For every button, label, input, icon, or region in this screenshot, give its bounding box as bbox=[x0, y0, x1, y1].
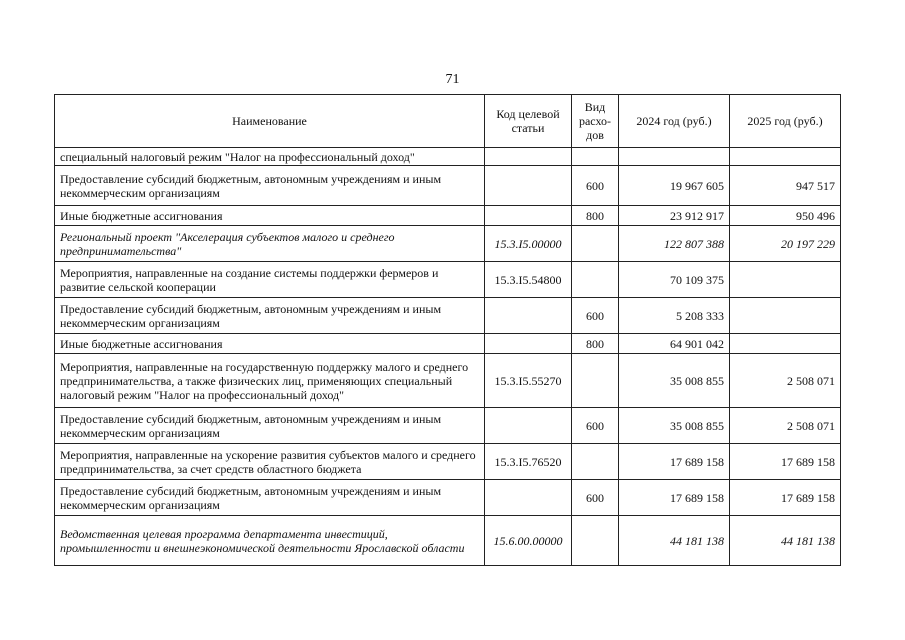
table-row bbox=[55, 148, 841, 166]
row-amount-2024: 122 807 388 bbox=[619, 226, 730, 262]
row-amount-2024: 17 689 158 bbox=[619, 480, 730, 516]
table-row bbox=[55, 480, 841, 516]
table-header-row bbox=[55, 95, 841, 148]
row-amount-2025: 20 197 229 bbox=[730, 226, 841, 262]
row-expense-type bbox=[572, 444, 619, 480]
page-number: 71 bbox=[445, 72, 460, 87]
row-expense-type: 600 bbox=[572, 298, 619, 334]
row-code bbox=[485, 408, 572, 444]
row-expense-type: 800 bbox=[572, 206, 619, 226]
row-amount-2024: 64 901 042 bbox=[619, 334, 730, 354]
row-amount-2024 bbox=[619, 148, 730, 166]
row-code: 15.3.I5.55270 bbox=[485, 354, 572, 408]
header-name: Наименование bbox=[55, 95, 485, 148]
row-name: Иные бюджетные ассигнования bbox=[55, 334, 485, 354]
row-name: Мероприятия, направленные на государственную поддержку малого и среднего предпринимательства, а также физических лиц, применяющих специальный налоговый режим "Налог на профессиональный доход" bbox=[55, 354, 485, 408]
row-code: 15.3.I5.54800 bbox=[485, 262, 572, 298]
row-amount-2025 bbox=[730, 262, 841, 298]
table-row bbox=[55, 206, 841, 226]
budget-table bbox=[54, 94, 841, 566]
header-type: Вид расхо-дов bbox=[572, 95, 619, 148]
row-amount-2025: 950 496 bbox=[730, 206, 841, 226]
row-code: 15.6.00.00000 bbox=[485, 516, 572, 566]
row-amount-2024: 17 689 158 bbox=[619, 444, 730, 480]
row-amount-2024: 23 912 917 bbox=[619, 206, 730, 226]
row-name: Предоставление субсидий бюджетным, автономным учреждениям и иным некоммерческим организациям bbox=[55, 480, 485, 516]
row-amount-2025: 2 508 071 bbox=[730, 408, 841, 444]
row-expense-type bbox=[572, 262, 619, 298]
row-name: Региональный проект "Акселерация субъектов малого и среднего предпринимательства" bbox=[55, 226, 485, 262]
row-code bbox=[485, 298, 572, 334]
row-expense-type bbox=[572, 148, 619, 166]
table-row bbox=[55, 444, 841, 480]
header-2025: 2025 год (руб.) bbox=[730, 95, 841, 148]
row-amount-2025: 947 517 bbox=[730, 166, 841, 206]
header-2024: 2024 год (руб.) bbox=[619, 95, 730, 148]
row-name: Мероприятия, направленные на ускорение развития субъектов малого и среднего предпринимательства, за счет средств областного бюджета bbox=[55, 444, 485, 480]
row-expense-type: 800 bbox=[572, 334, 619, 354]
row-code: 15.3.I5.76520 bbox=[485, 444, 572, 480]
row-expense-type: 600 bbox=[572, 166, 619, 206]
table-row bbox=[55, 334, 841, 354]
row-amount-2024: 44 181 138 bbox=[619, 516, 730, 566]
row-code bbox=[485, 480, 572, 516]
table-row bbox=[55, 298, 841, 334]
row-code bbox=[485, 206, 572, 226]
row-amount-2024: 70 109 375 bbox=[619, 262, 730, 298]
row-name: Мероприятия, направленные на создание системы поддержки фермеров и развитие сельской кооперации bbox=[55, 262, 485, 298]
row-amount-2024: 19 967 605 bbox=[619, 166, 730, 206]
row-name: Иные бюджетные ассигнования bbox=[55, 206, 485, 226]
row-name: Предоставление субсидий бюджетным, автономным учреждениям и иным некоммерческим организациям bbox=[55, 166, 485, 206]
row-code bbox=[485, 334, 572, 354]
row-name: Предоставление субсидий бюджетным, автономным учреждениям и иным некоммерческим организациям bbox=[55, 298, 485, 334]
row-amount-2025: 17 689 158 bbox=[730, 480, 841, 516]
row-amount-2024: 35 008 855 bbox=[619, 354, 730, 408]
row-amount-2024: 5 208 333 bbox=[619, 298, 730, 334]
row-amount-2025: 17 689 158 bbox=[730, 444, 841, 480]
table-row bbox=[55, 516, 841, 566]
row-expense-type bbox=[572, 226, 619, 262]
table-row bbox=[55, 262, 841, 298]
row-expense-type bbox=[572, 354, 619, 408]
table-row bbox=[55, 226, 841, 262]
row-amount-2025: 44 181 138 bbox=[730, 516, 841, 566]
row-code bbox=[485, 166, 572, 206]
table-body bbox=[55, 148, 841, 566]
row-amount-2025: 2 508 071 bbox=[730, 354, 841, 408]
header-code: Код целевой статьи bbox=[485, 95, 572, 148]
table-row bbox=[55, 408, 841, 444]
row-code bbox=[485, 148, 572, 166]
row-code: 15.3.I5.00000 bbox=[485, 226, 572, 262]
row-name: Предоставление субсидий бюджетным, автономным учреждениям и иным некоммерческим организациям bbox=[55, 408, 485, 444]
row-name: специальный налоговый режим "Налог на профессиональный доход" bbox=[55, 148, 485, 166]
row-amount-2025 bbox=[730, 298, 841, 334]
row-amount-2025 bbox=[730, 148, 841, 166]
row-expense-type: 600 bbox=[572, 408, 619, 444]
row-amount-2025 bbox=[730, 334, 841, 354]
table-row bbox=[55, 354, 841, 408]
row-expense-type: 600 bbox=[572, 480, 619, 516]
table-row bbox=[55, 166, 841, 206]
row-amount-2024: 35 008 855 bbox=[619, 408, 730, 444]
row-expense-type bbox=[572, 516, 619, 566]
row-name: Ведомственная целевая программа департамента инвестиций, промышленности и внешнеэкономической деятельности Ярославской области bbox=[55, 516, 485, 566]
